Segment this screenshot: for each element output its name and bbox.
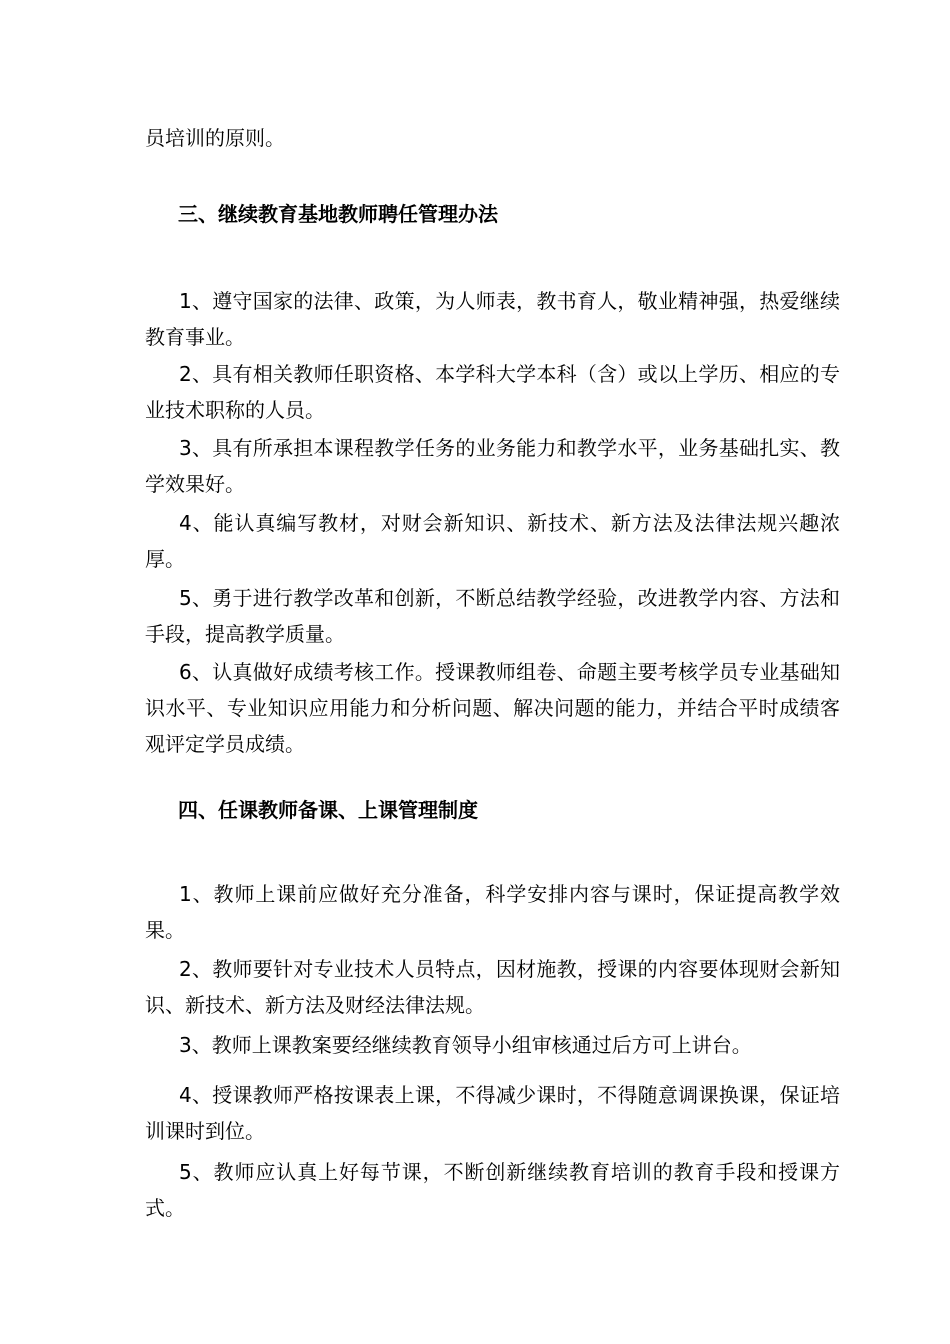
section-4-item-4: 4、授课教师严格按课表上课，不得减少课时，不得随意调课换课，保证培训课时到位。 [145,1083,840,1143]
section-4-item-1: 1、教师上课前应做好充分准备，科学安排内容与课时，保证提高教学效果。 [145,882,840,942]
section-4-item-3: 3、教师上课教案要经继续教育领导小组审核通过后方可上讲台。 [179,1033,752,1057]
section-3-heading: 三、继续教育基地教师聘任管理办法 [178,202,498,226]
section-4-heading: 四、任课教师备课、上课管理制度 [178,798,478,822]
section-3-item-6: 6、认真做好成绩考核工作。授课教师组卷、命题主要考核学员专业基础知识水平、专业知识应用能力和分析问题、解决问题的能力，并结合平时成绩客观评定学员成绩。 [145,660,840,756]
section-3-item-4: 4、能认真编写教材，对财会新知识、新技术、新方法及法律法规兴趣浓厚。 [145,511,840,571]
section-3-item-2: 2、具有相关教师任职资格、本学科大学本科（含）或以上学历、相应的专业技术职称的人员。 [145,362,840,422]
intro-tail-text: 员培训的原则。 [145,126,285,150]
section-3-item-3: 3、具有所承担本课程教学任务的业务能力和教学水平，业务基础扎实、教学效果好。 [145,436,840,496]
section-3-item-5: 5、勇于进行教学改革和创新，不断总结教学经验，改进教学内容、方法和手段，提高教学质量。 [145,586,840,646]
section-4-item-2: 2、教师要针对专业技术人员特点，因材施教，授课的内容要体现财会新知识、新技术、新方法及财经法律法规。 [145,957,840,1017]
section-3-item-1: 1、遵守国家的法律、政策，为人师表，教书育人，敬业精神强，热爱继续教育事业。 [145,289,840,349]
section-4-item-5: 5、教师应认真上好每节课，不断创新继续教育培训的教育手段和授课方式。 [145,1160,840,1220]
